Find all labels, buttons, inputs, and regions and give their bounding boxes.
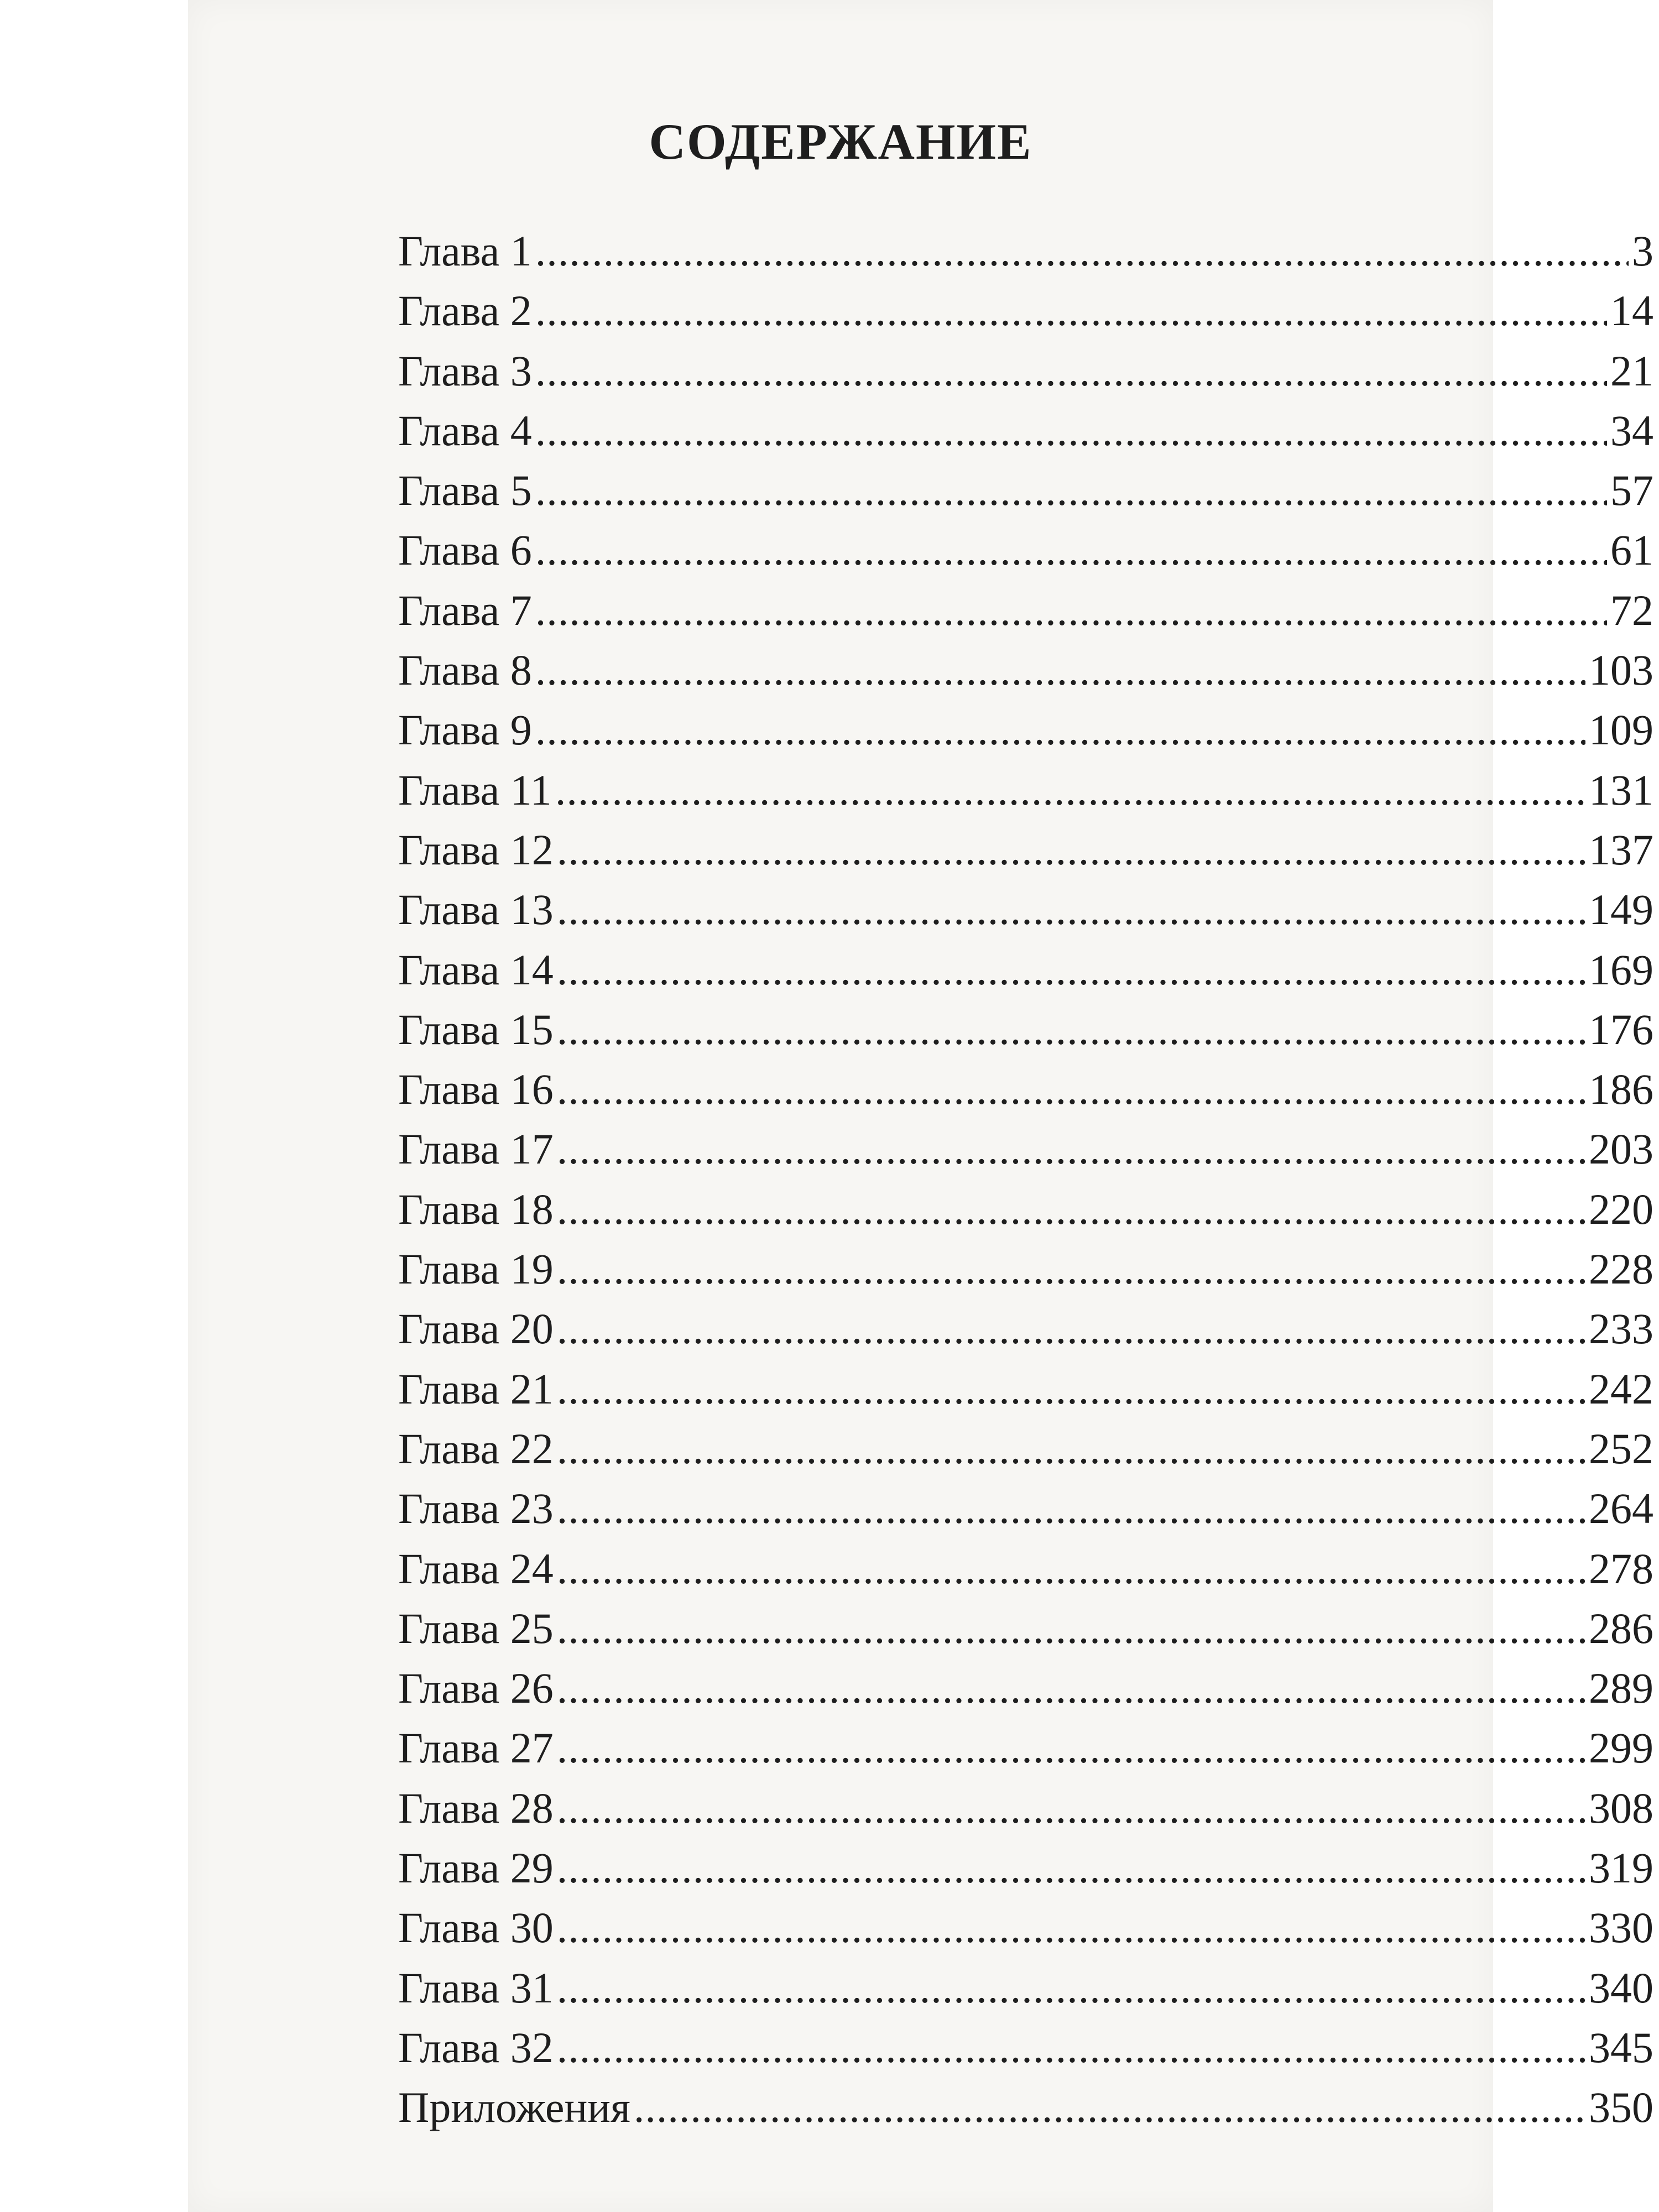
toc-entry-label: Глава 16 bbox=[398, 1065, 554, 1114]
toc-dot-leader bbox=[557, 1479, 1585, 1538]
toc-entry-label: Глава 4 bbox=[398, 406, 532, 455]
toc-dot-leader bbox=[535, 341, 1607, 401]
toc-entry-page-number: 228 bbox=[1589, 1245, 1653, 1293]
toc-entry-page-number: 299 bbox=[1589, 1724, 1653, 1772]
toc-entry bbox=[398, 2018, 1653, 2078]
toc-entry-page-number: 57 bbox=[1610, 466, 1653, 515]
toc-entry-page-number: 61 bbox=[1610, 526, 1653, 575]
toc-entry-page-number: 308 bbox=[1589, 1783, 1653, 1832]
toc-entry-label: Глава 32 bbox=[398, 2023, 554, 2072]
page-title: СОДЕРЖАНИЕ bbox=[649, 113, 1032, 170]
toc-entry-page-number: 3 bbox=[1632, 227, 1653, 275]
toc-entry-label: Глава 3 bbox=[398, 346, 532, 395]
toc-dot-leader bbox=[535, 401, 1607, 461]
toc-entry-page-number: 220 bbox=[1589, 1185, 1653, 1233]
toc-entry bbox=[398, 401, 1653, 461]
toc-dot-leader bbox=[634, 2078, 1585, 2137]
toc-dot-leader bbox=[557, 1958, 1585, 2018]
toc-dot-leader bbox=[557, 1239, 1585, 1299]
toc-entry bbox=[398, 520, 1653, 580]
toc-entry-label: Глава 28 bbox=[398, 1783, 554, 1832]
toc-dot-leader bbox=[535, 520, 1607, 580]
toc-entry-label: Приложения bbox=[398, 2083, 630, 2132]
table-of-contents bbox=[398, 221, 1653, 2138]
toc-entry bbox=[398, 281, 1653, 341]
toc-dot-leader bbox=[557, 940, 1585, 1000]
toc-entry-label: Глава 25 bbox=[398, 1604, 554, 1652]
toc-dot-leader bbox=[535, 700, 1585, 760]
toc-entry-page-number: 340 bbox=[1589, 1963, 1653, 2012]
toc-entry-page-number: 109 bbox=[1589, 706, 1653, 754]
toc-dot-leader bbox=[557, 1060, 1585, 1119]
toc-entry bbox=[398, 341, 1653, 401]
toc-entry-label: Глава 20 bbox=[398, 1305, 554, 1353]
toc-dot-leader bbox=[557, 1838, 1585, 1898]
toc-entry-label: Глава 19 bbox=[398, 1245, 554, 1293]
toc-entry-label: Глава 27 bbox=[398, 1724, 554, 1772]
toc-entry-page-number: 242 bbox=[1589, 1364, 1653, 1413]
toc-entry-page-number: 264 bbox=[1589, 1484, 1653, 1533]
toc-entry bbox=[398, 1299, 1653, 1359]
toc-entry-label: Глава 23 bbox=[398, 1484, 554, 1533]
toc-dot-leader bbox=[557, 1658, 1585, 1718]
toc-entry-page-number: 289 bbox=[1589, 1664, 1653, 1713]
toc-entry-page-number: 131 bbox=[1589, 765, 1653, 814]
toc-entry bbox=[398, 1539, 1653, 1599]
toc-entry-page-number: 186 bbox=[1589, 1065, 1653, 1114]
toc-entry-label: Глава 6 bbox=[398, 526, 532, 575]
toc-entry bbox=[398, 1599, 1653, 1658]
toc-entry bbox=[398, 1239, 1653, 1299]
toc-entry-page-number: 233 bbox=[1589, 1305, 1653, 1353]
toc-entry-page-number: 319 bbox=[1589, 1844, 1653, 1892]
toc-entry-label: Глава 7 bbox=[398, 586, 532, 634]
toc-dot-leader bbox=[557, 1180, 1585, 1239]
book-page bbox=[188, 0, 1653, 2212]
toc-entry-page-number: 176 bbox=[1589, 1005, 1653, 1053]
toc-entry-label: Глава 13 bbox=[398, 885, 554, 934]
toc-dot-leader bbox=[557, 1778, 1585, 1838]
toc-entry bbox=[398, 1419, 1653, 1479]
toc-entry-page-number: 14 bbox=[1610, 286, 1653, 335]
toc-dot-leader bbox=[557, 1419, 1585, 1479]
toc-entry-label: Глава 2 bbox=[398, 286, 532, 335]
toc-entry bbox=[398, 940, 1653, 1000]
toc-entry bbox=[398, 581, 1653, 640]
toc-dot-leader bbox=[535, 281, 1607, 341]
toc-entry-label: Глава 8 bbox=[398, 646, 532, 695]
toc-entry bbox=[398, 1119, 1653, 1179]
toc-entry-page-number: 252 bbox=[1589, 1424, 1653, 1473]
toc-entry bbox=[398, 1000, 1653, 1060]
toc-entry-label: Глава 17 bbox=[398, 1125, 554, 1173]
toc-dot-leader bbox=[555, 760, 1585, 820]
toc-entry bbox=[398, 1359, 1653, 1419]
toc-dot-leader bbox=[557, 1599, 1585, 1658]
toc-entry-page-number: 21 bbox=[1610, 346, 1653, 395]
toc-entry-label: Глава 5 bbox=[398, 466, 532, 515]
toc-entry bbox=[398, 1060, 1653, 1119]
toc-dot-leader bbox=[535, 221, 1629, 281]
toc-entry-label: Глава 31 bbox=[398, 1963, 554, 2012]
toc-dot-leader bbox=[557, 820, 1585, 880]
toc-entry bbox=[398, 700, 1653, 760]
toc-entry-page-number: 278 bbox=[1589, 1544, 1653, 1593]
toc-entry bbox=[398, 461, 1653, 520]
toc-entry-label: Глава 9 bbox=[398, 706, 532, 754]
toc-entry-label: Глава 29 bbox=[398, 1844, 554, 1892]
toc-dot-leader bbox=[557, 1898, 1585, 1958]
toc-entry bbox=[398, 1658, 1653, 1718]
toc-entry bbox=[398, 221, 1653, 281]
toc-dot-leader bbox=[557, 2018, 1585, 2078]
toc-entry-page-number: 34 bbox=[1610, 406, 1653, 455]
toc-entry bbox=[398, 1180, 1653, 1239]
toc-entry-label: Глава 21 bbox=[398, 1364, 554, 1413]
toc-entry-page-number: 72 bbox=[1610, 586, 1653, 634]
toc-dot-leader bbox=[535, 581, 1607, 640]
toc-entry-label: Глава 12 bbox=[398, 825, 554, 874]
toc-entry-page-number: 103 bbox=[1589, 646, 1653, 695]
toc-entry-label: Глава 30 bbox=[398, 1903, 554, 1952]
toc-entry-label: Глава 22 bbox=[398, 1424, 554, 1473]
toc-entry-label: Глава 26 bbox=[398, 1664, 554, 1713]
toc-dot-leader bbox=[535, 461, 1607, 520]
toc-dot-leader bbox=[557, 880, 1585, 940]
toc-entry-label: Глава 1 bbox=[398, 227, 532, 275]
toc-entry bbox=[398, 820, 1653, 880]
toc-entry-label: Глава 15 bbox=[398, 1005, 554, 1053]
toc-entry bbox=[398, 1898, 1653, 1958]
toc-entry bbox=[398, 760, 1653, 820]
toc-entry-page-number: 203 bbox=[1589, 1125, 1653, 1173]
toc-entry bbox=[398, 2078, 1653, 2137]
toc-dot-leader bbox=[535, 640, 1585, 700]
toc-entry-page-number: 330 bbox=[1589, 1903, 1653, 1952]
toc-entry bbox=[398, 1718, 1653, 1778]
toc-dot-leader bbox=[557, 1718, 1585, 1778]
toc-entry bbox=[398, 1838, 1653, 1898]
toc-entry bbox=[398, 640, 1653, 700]
toc-entry-page-number: 345 bbox=[1589, 2023, 1653, 2072]
toc-entry bbox=[398, 1958, 1653, 2018]
toc-entry-label: Глава 14 bbox=[398, 945, 554, 994]
toc-entry-page-number: 286 bbox=[1589, 1604, 1653, 1652]
toc-entry-label: Глава 11 bbox=[398, 765, 552, 814]
toc-dot-leader bbox=[557, 1299, 1585, 1359]
toc-dot-leader bbox=[557, 1359, 1585, 1419]
toc-entry bbox=[398, 880, 1653, 940]
toc-entry-label: Глава 18 bbox=[398, 1185, 554, 1233]
toc-entry bbox=[398, 1778, 1653, 1838]
toc-entry-page-number: 350 bbox=[1589, 2083, 1653, 2132]
toc-dot-leader bbox=[557, 1119, 1585, 1179]
toc-dot-leader bbox=[557, 1000, 1585, 1060]
toc-entry-label: Глава 24 bbox=[398, 1544, 554, 1593]
toc-entry bbox=[398, 1479, 1653, 1538]
toc-dot-leader bbox=[557, 1539, 1585, 1599]
toc-entry-page-number: 169 bbox=[1589, 945, 1653, 994]
toc-entry-page-number: 149 bbox=[1589, 885, 1653, 934]
toc-entry-page-number: 137 bbox=[1589, 825, 1653, 874]
